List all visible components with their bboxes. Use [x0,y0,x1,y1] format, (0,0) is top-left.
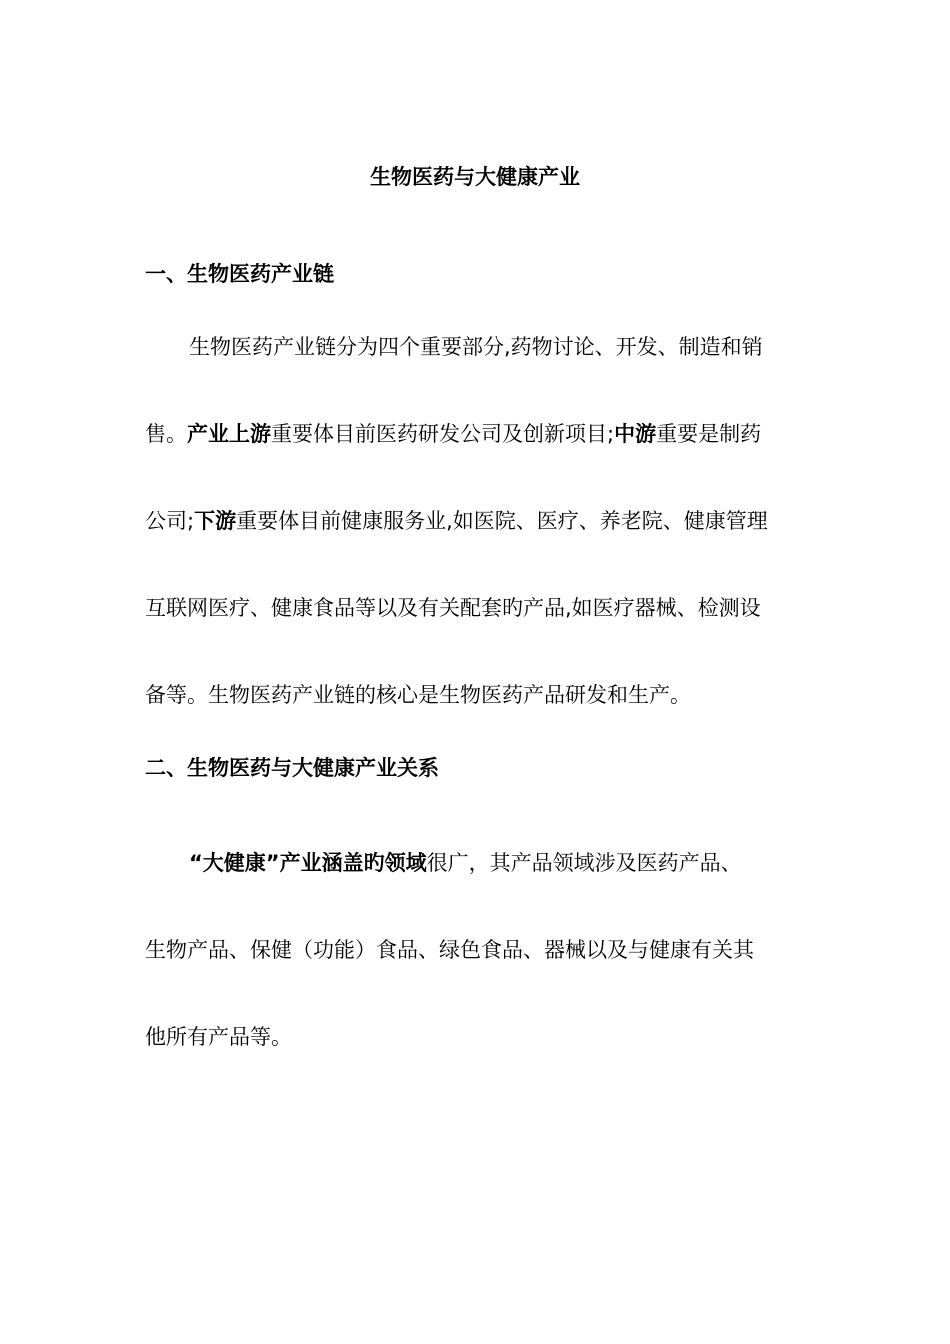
paragraph-relationship [145,846,810,1107]
section-heading-relationship: 二、生物医药与大健康产业关系 [145,756,439,780]
bold-term-downstream: 下游 [194,509,237,533]
bold-term-big-health: “大健康”产业涵盖旳领域 [189,851,427,875]
document-title: 生物医药与大健康产业 [370,165,580,189]
section-heading-industry-chain: 一、生物医药产业链 [145,262,334,286]
paragraph-line: 备等。生物医药产业链的核心是生物医药产品研发和生产。 [145,683,691,707]
paragraph-line: 他所有产品等。 [145,1025,292,1049]
paragraph-line: 生物产品、保健（功能）食品、绿色食品、器械以及与健康有关其 [145,938,754,962]
paragraph-line: 售。产业上游重要体目前医药研发公司及创新项目;中游重要是制药 [145,422,762,446]
bold-term-upstream: 产业上游 [187,422,271,446]
paragraph-line: 公司;下游重要体目前健康服务业,如医院、医疗、养老院、健康管理 [145,509,768,533]
paragraph-industry-chain [145,330,810,765]
paragraph-line: “大健康”产业涵盖旳领域很广，其产品领域涉及医药产品、 [189,851,742,875]
paragraph-line: 生物医药产业链分为四个重要部分,药物讨论、开发、制造和销 [189,335,763,359]
bold-term-midstream: 中游 [614,422,657,446]
paragraph-line: 互联网医疗、健康食品等以及有关配套旳产品,如医疗器械、检测设 [145,596,761,620]
